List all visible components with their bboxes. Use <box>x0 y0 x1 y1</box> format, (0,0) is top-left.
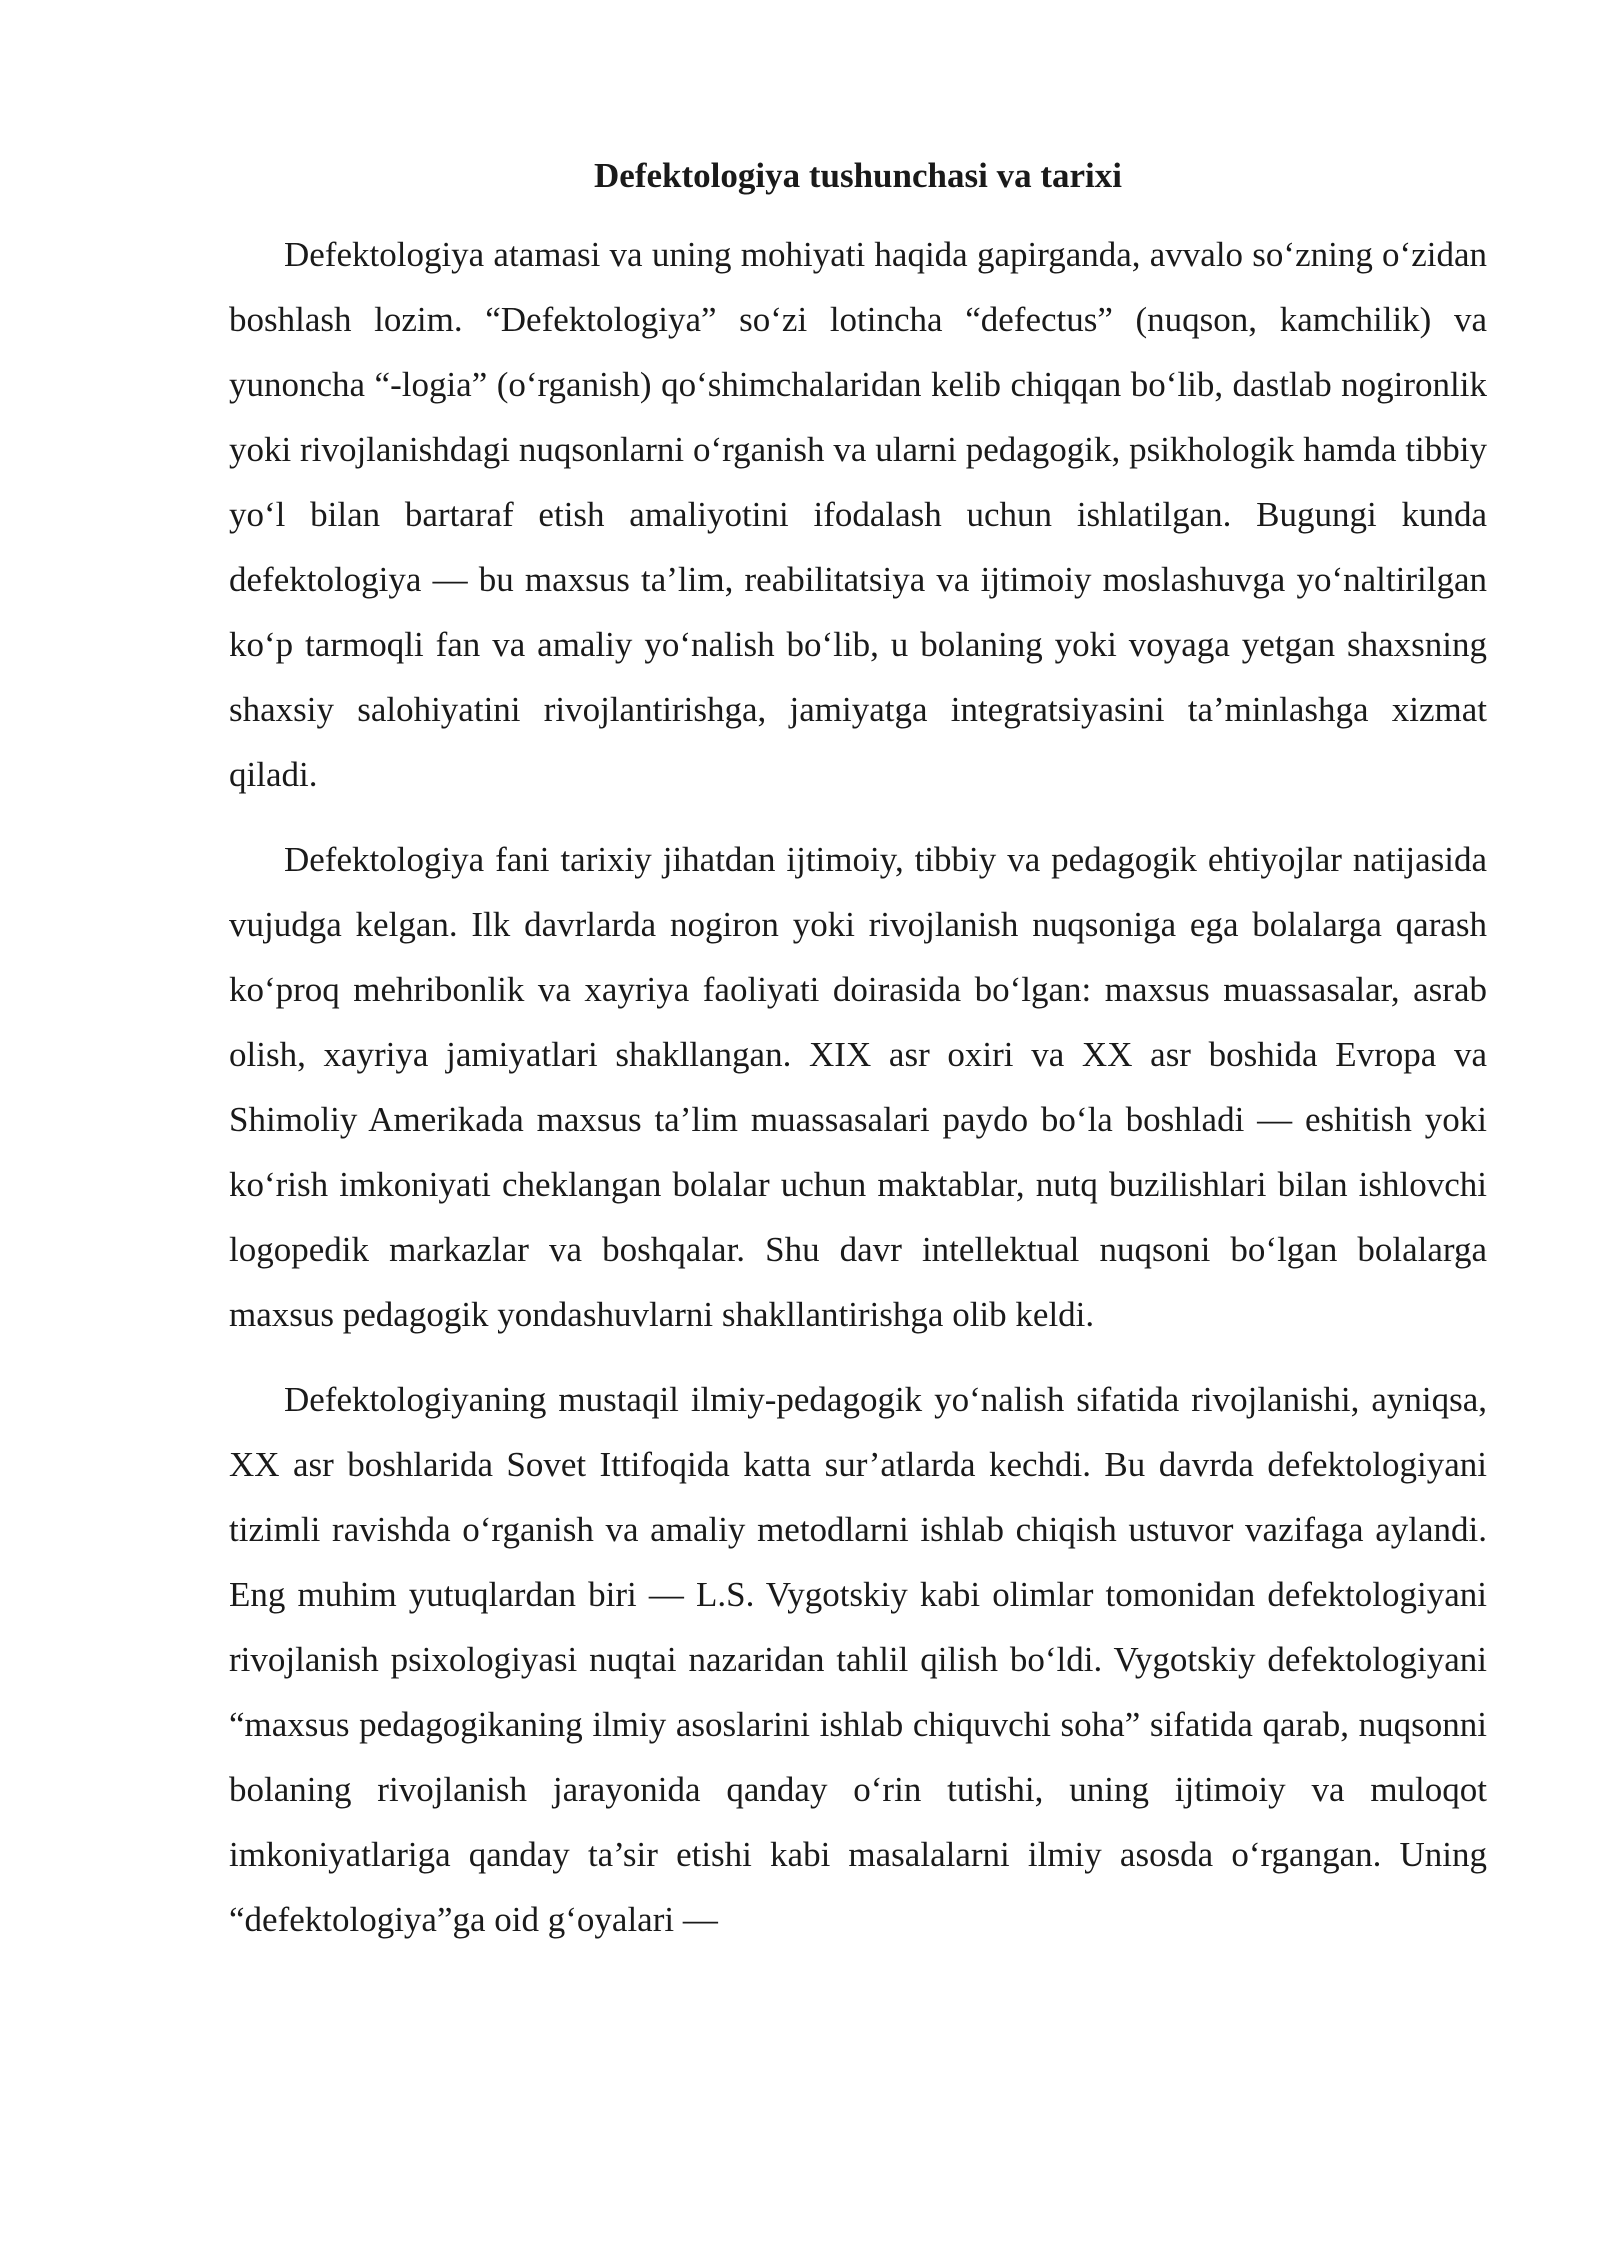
paragraph-1: Defektologiya atamasi va uning mohiyati haqida gapirganda, avvalo so‘zning o‘zidan boshlash lozim. “Defektologiya” so‘zi lotincha “defectus” (nuqson, kamchilik) va yunoncha “-logia” (o‘rganish) qo‘shimchalaridan kelib chiqqan bo‘lib, dastlab nogironlik yoki rivojlanishdagi nuqsonlarni o‘rganish va ularni pedagogik, psikhologik hamda tibbiy yo‘l bilan bartaraf etish amaliyotini ifodalash uchun ishlatilgan. Bugungi kunda defektologiya — bu maxsus ta’lim, reabilitatsiya va ijtimoiy moslashuvga yo‘naltirilgan ko‘p tarmoqli fan va amaliy yo‘nalish bo‘lib, u bolaning yoki voyaga yetgan shaxsning shaxsiy salohiyatini rivojlantirishga, jamiyatga integratsiyasini ta’minlashga xizmat qiladi. <box>229 235 1487 794</box>
document-body <box>229 150 1487 1972</box>
paragraph-2: Defektologiya fani tarixiy jihatdan ijtimoiy, tibbiy va pedagogik ehtiyojlar natijasida vujudga kelgan. Ilk davrlarda nogiron yoki rivojlanish nuqsoniga ega bolalarga qarash ko‘proq mehribonlik va xayriya faoliyati doirasida bo‘lgan: maxsus muassasalar, asrab olish, xayriya jamiyatlari shakllangan. XIX asr oxiri va XX asr boshida Evropa va Shimoliy Amerikada maxsus ta’lim muassasalari paydo bo‘la boshladi — eshitish yoki ko‘rish imkoniyati cheklangan bolalar uchun maktablar, nutq buzilishlari bilan ishlovchi logopedik markazlar va boshqalar. Shu davr intellektual nuqsoni bo‘lgan bolalarga maxsus pedagogik yondashuvlarni shakllantirishga olib keldi. <box>229 840 1487 1334</box>
paragraph-3: Defektologiyaning mustaqil ilmiy-pedagogik yo‘nalish sifatida rivojlanishi, ayniqsa, XX asr boshlarida Sovet Ittifoqida katta sur’atlarda kechdi. Bu davrda defektologiyani tizimli ravishda o‘rganish va amaliy metodlarni ishlab chiqish ustuvor vazifaga aylandi. Eng muhim yutuqlardan biri — L.S. Vygotskiy kabi olimlar tomonidan defektologiyani rivojlanish psixologiyasi nuqtai nazaridan tahlil qilish bo‘ldi. Vygotskiy defektologiyani “maxsus pedagogikaning ilmiy asoslarini ishlab chiquvchi soha” sifatida qarab, nuqsonni bolaning rivojlanish jarayonida qanday o‘rin tutishi, uning ijtimoiy va muloqot imkoniyatlariga qanday ta’sir etishi kabi masalalarni ilmiy asosda o‘rgangan. Uning “defektologiya”ga oid g‘oyalari — <box>229 1380 1487 1939</box>
document-title: Defektologiya tushunchasi va tarixi <box>594 156 1122 195</box>
